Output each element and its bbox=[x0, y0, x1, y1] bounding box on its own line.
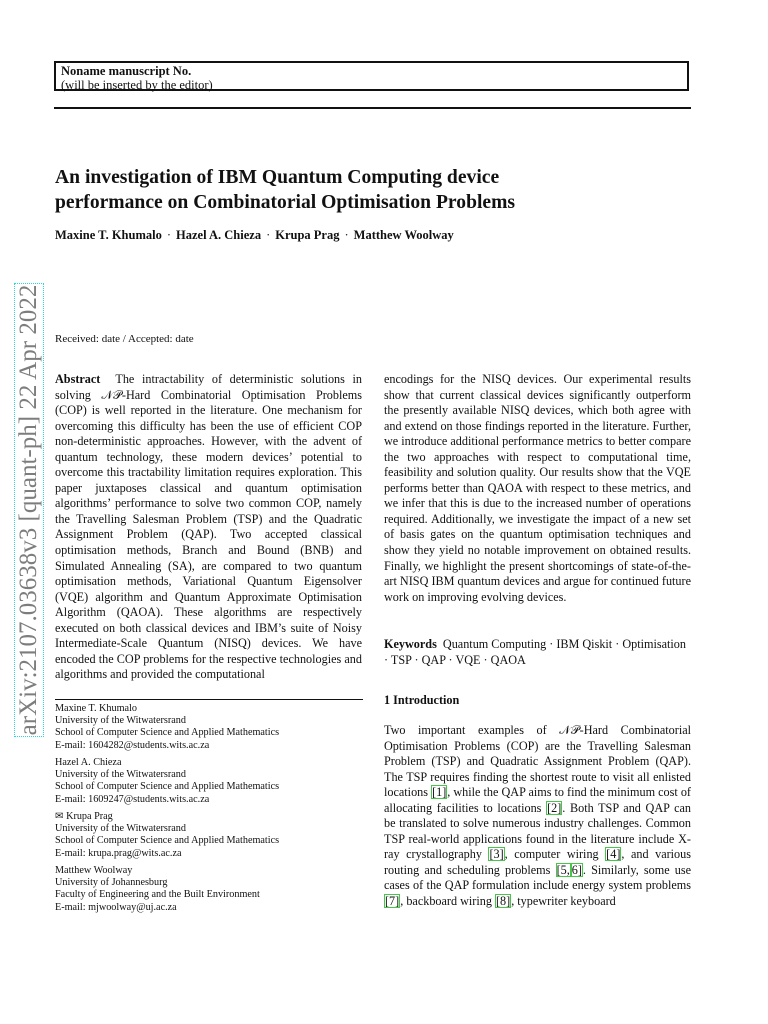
editor-note: (will be inserted by the editor) bbox=[61, 78, 213, 92]
citation-link[interactable]: [2] bbox=[547, 800, 562, 815]
arxiv-stamp: arXiv:2107.03638v3 [quant-ph] 22 Apr 2022 bbox=[15, 284, 42, 736]
affil-department: Faculty of Engineering and the Built Environment bbox=[55, 889, 260, 901]
abstract-text: The intractability of deterministic solutions in solving 𝒩𝒫-Hard Combinatorial Optimisation Problems (COP) is well reported in the literature. One mechanism for overcoming this difficulty has been the use of efficient COP non-deterministic approaches. However, with the advent of quantum technology, these modern devices’ potential to overcome this tractability limitation requires exploration. This paper juxtaposes classical and quantum optimisation algorithms’ performance to solve two common COP, namely the Travelling Salesman Problem (TSP) and the Quadratic Assignment Problem (QAP). Two accepted classical optimisation methods, Branch and Bound (BNB) and Simulated Annealing (SA), are compared to two quantum optimisation methods, Variational Quantum Eigensolver (VQE) algorithm and Quantum Approximate Optimisation Algorithm (QAOA). These algorithms are respectively executed on both classical devices and IBM’s suite of Noisy Intermediate-Scale Quantum (NISQ) devices. We have encoded the COP problems for the respective technologies and algorithms and provided the computational bbox=[55, 372, 363, 682]
citation-link[interactable]: [7] bbox=[385, 894, 400, 909]
keywords-text: Quantum Computing · IBM Qiskit · Optimisation · TSP · QAP · VQE · QAOA bbox=[384, 637, 686, 667]
affil-name: ✉ Krupa Prag bbox=[55, 811, 113, 822]
footnote-rule bbox=[55, 699, 363, 700]
editor-header-box bbox=[54, 61, 689, 91]
intro-text: Two important examples of 𝒩𝒫-Hard Combinatorial Optimisation Problems (COP) are the Travelling Salesman Problem (TSP) and Quadratic Assignment Problem (QAP). The TSP requires finding the shortest route to visit all enlisted locations bbox=[384, 723, 691, 800]
citation-link[interactable]: [3] bbox=[489, 847, 504, 862]
affil-department: School of Computer Science and Applied Mathematics bbox=[55, 727, 280, 739]
abstract-heading: Abstract bbox=[55, 372, 101, 386]
author-name: Hazel A. Chieza bbox=[176, 228, 262, 242]
paper-title bbox=[55, 165, 695, 215]
citation-link[interactable]: [5, bbox=[556, 862, 570, 877]
author-name: Krupa Prag bbox=[275, 228, 340, 242]
intro-text: , and various routing and scheduling problems bbox=[384, 847, 691, 877]
header-rule bbox=[54, 107, 691, 109]
affil-institution: University of the Witwatersrand bbox=[55, 823, 186, 835]
author-separator: · bbox=[344, 228, 349, 242]
intro-text: , computer wiring bbox=[504, 847, 606, 862]
title-line-2: performance on Combinatorial Optimisation Problems bbox=[55, 192, 516, 213]
affil-name: Matthew Woolway bbox=[55, 865, 133, 876]
affil-institution: University of the Witwatersrand bbox=[55, 715, 186, 727]
abstract-column-right bbox=[384, 372, 691, 605]
affil-institution: University of Johannesburg bbox=[55, 877, 168, 889]
affil-name: Hazel A. Chieza bbox=[55, 757, 122, 768]
intro-text: , backboard wiring bbox=[400, 894, 495, 909]
title-line-1: An investigation of IBM Quantum Computing device bbox=[55, 167, 500, 188]
citation-link[interactable]: [8] bbox=[495, 894, 511, 909]
abstract-text-continued: encodings for the NISQ devices. Our experimental results show that current classical devices significantly outperform the presently available NISQ devices, which both agree with and extend on those findings reported in the literature. Further, we introduce additional performance metrics to better compare the two approaches with respect to computational time, feasibility and solution quality. Our results show that the VQE performs better than QAOA with respect to these metrics, and we infer that this is due to the increased number of operations required. Additionally, we investigate the impact of a new set of basis gates on the quantum optimisation techniques and show they yield no notable improvement on obtained results. Finally, we highlight the present shortcomings of state-of-the-art NISQ IBM quantum devices and argue for continued future work on improving evolving devices. bbox=[384, 372, 691, 604]
intro-text: . Similarly, some use cases of the QAP formulation include energy system problems bbox=[384, 862, 692, 893]
affil-email: E-mail: mjwoolway@uj.ac.za bbox=[55, 901, 177, 913]
author-list bbox=[55, 228, 505, 243]
affil-email: E-mail: 1604282@students.wits.ac.za bbox=[55, 739, 210, 751]
affil-department: School of Computer Science and Applied Mathematics bbox=[55, 835, 280, 847]
affiliation-block bbox=[55, 865, 375, 914]
keywords bbox=[384, 636, 691, 668]
author-separator: · bbox=[166, 228, 172, 242]
affil-institution: University of the Witwatersrand bbox=[55, 769, 186, 781]
author-name: Matthew Woolway bbox=[353, 228, 454, 242]
abstract-column-left bbox=[55, 372, 362, 683]
intro-text: . Both TSP and QAP can be translated to solve numerous industry challenges. Common TSP real-world applications found in the literature include X-ray crystallography bbox=[384, 800, 691, 862]
author-name: Maxine T. Khumalo bbox=[55, 228, 162, 242]
citation-link[interactable]: [4] bbox=[606, 847, 621, 862]
affiliation-block bbox=[55, 703, 375, 752]
affiliation-block bbox=[55, 811, 375, 860]
section-heading-introduction: 1 Introduction bbox=[384, 693, 460, 707]
affil-email: E-mail: 1609247@students.wits.ac.za bbox=[55, 793, 210, 805]
intro-text: , typewriter keyboard bbox=[511, 894, 616, 909]
affil-department: School of Computer Science and Applied Mathematics bbox=[55, 781, 280, 793]
author-separator: · bbox=[266, 228, 271, 242]
intro-text: , while the QAP aims to find the minimum cost of allocating facilities to locations bbox=[384, 785, 691, 815]
received-line: Received: date / Accepted: date bbox=[55, 333, 194, 345]
citation-link[interactable]: 6] bbox=[571, 862, 582, 877]
affil-name: Maxine T. Khumalo bbox=[55, 703, 137, 714]
introduction-text bbox=[384, 723, 691, 910]
citation-link[interactable]: [1] bbox=[432, 785, 447, 800]
keywords-heading: Keywords bbox=[384, 637, 437, 651]
affiliation-block bbox=[55, 757, 375, 806]
affil-email: E-mail: krupa.prag@wits.ac.za bbox=[55, 847, 182, 859]
manuscript-label: Noname manuscript No. bbox=[61, 64, 192, 78]
